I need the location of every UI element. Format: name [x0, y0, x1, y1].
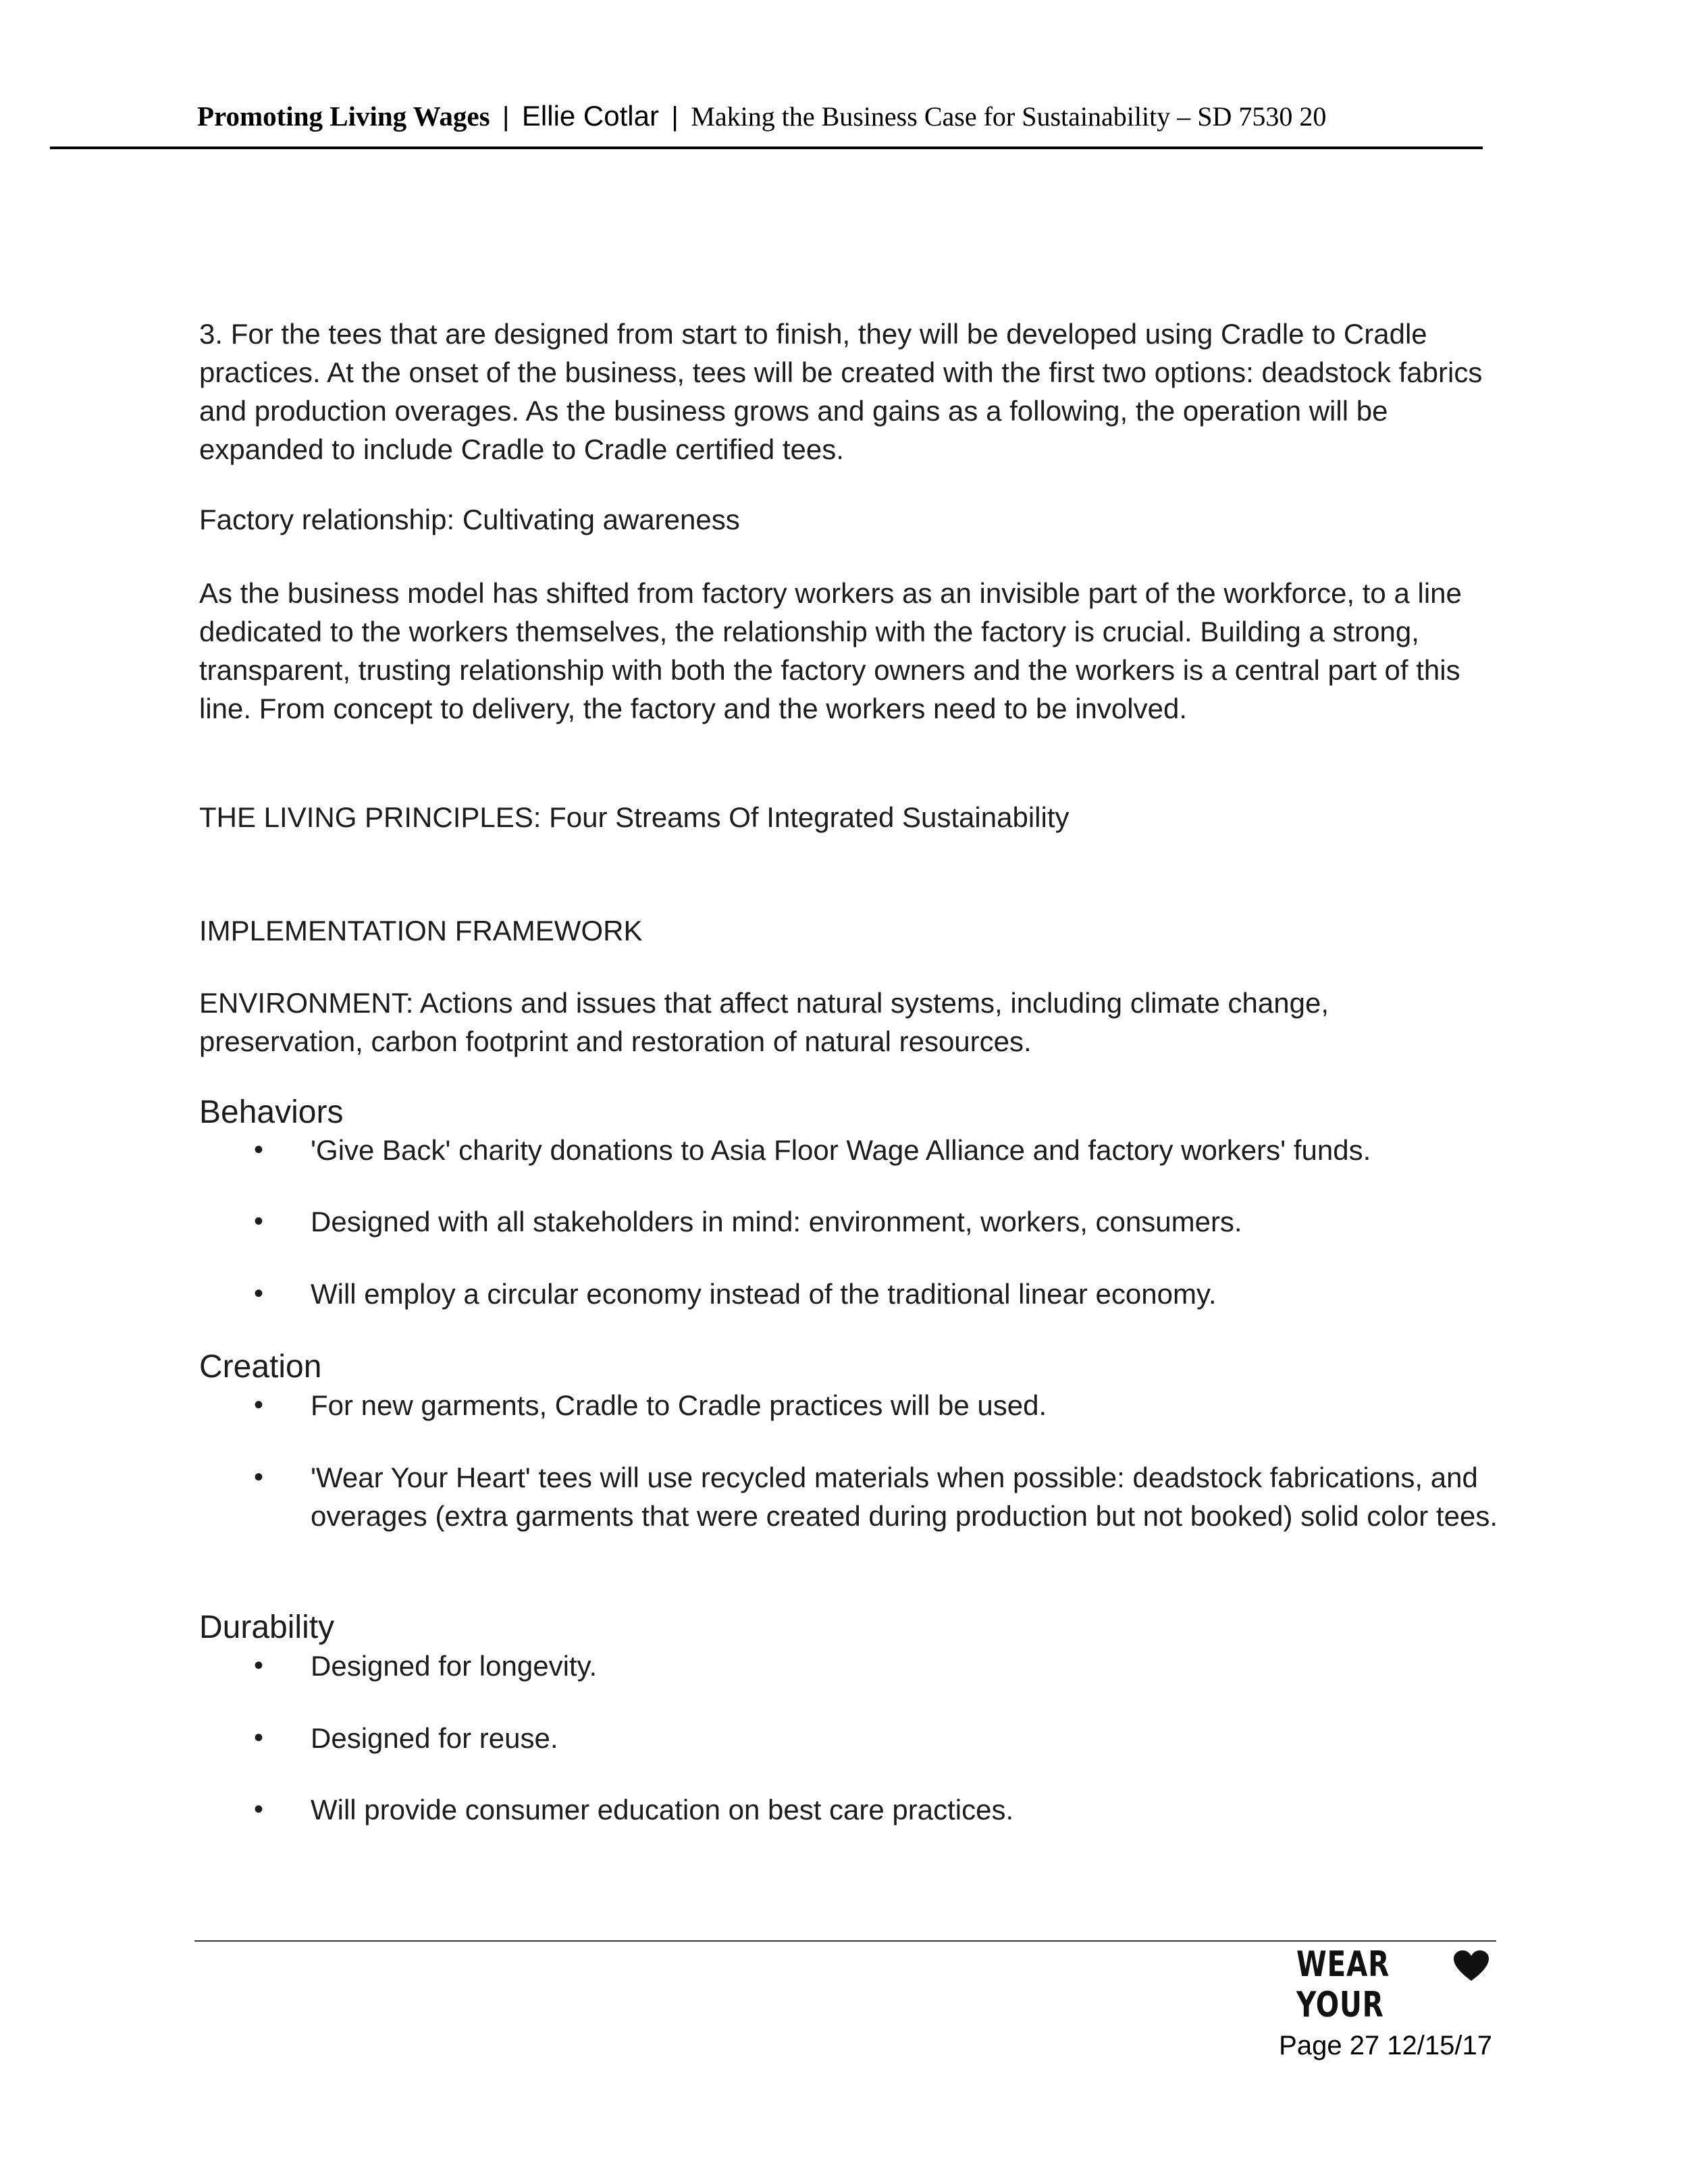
page-number: Page 27 12/15/17 — [1279, 2031, 1492, 2060]
heart-icon — [1453, 1950, 1489, 1982]
paragraph-factory: As the business model has shifted from factory workers as an invisible part of the workforce, to a line dedicated to the workers themselves, the relationship with the factory is crucial. Building a strong, transparent, trusting relationship with both the factory owners and the workers is a central part of this line. From concept to delivery, the factory and the workers need to be involved. — [199, 577, 1462, 724]
bullet-icon: • — [254, 1135, 264, 1165]
header-divider — [50, 147, 1483, 149]
header-author: Ellie Cotlar — [521, 100, 659, 132]
section-title-durability: Durability — [199, 1609, 335, 1645]
bullet-icon: • — [254, 1651, 264, 1680]
list-item-text: Will provide consumer education on best care practices. — [311, 1794, 1014, 1826]
header-separator: | — [671, 102, 679, 132]
list-item-text: Will employ a circular economy instead of the traditional linear economy. — [311, 1278, 1217, 1310]
header-separator: | — [502, 102, 510, 132]
principles-heading: THE LIVING PRINCIPLES: Four Streams Of Integrated Sustainability — [199, 801, 1070, 833]
bullet-icon: • — [254, 1723, 264, 1753]
logo-text: WEAR YOUR — [1296, 1944, 1390, 2025]
bullet-icon: • — [254, 1462, 264, 1492]
header-course: Making the Business Case for Sustainability – SD 7530 20 — [691, 101, 1327, 132]
bullet-icon: • — [254, 1206, 264, 1236]
bullet-icon: • — [254, 1279, 264, 1308]
list-item-text: 'Give Back' charity donations to Asia Floor Wage Alliance and factory workers' funds. — [311, 1134, 1371, 1166]
list-item-text: Designed with all stakeholders in mind: environment, workers, consumers. — [311, 1206, 1242, 1237]
list-item-text: 'Wear Your Heart' tees will use recycled materials when possible: deadstock fabrications, and overages (extra garments that were created during production but not booked) solid color tees. — [311, 1462, 1498, 1532]
framework-heading: IMPLEMENTATION FRAMEWORK — [199, 915, 643, 947]
brand-logo — [1296, 1944, 1492, 2025]
bullet-icon: • — [254, 1390, 264, 1420]
list-item-text: Designed for longevity. — [311, 1650, 598, 1682]
list-item-text: For new garments, Cradle to Cradle practices will be used. — [311, 1389, 1047, 1421]
paragraph-cradle: 3. For the tees that are designed from start to finish, they will be developed using Cradle to Cradle practices. At the onset of the business, tees will be created with the first two options: deadstock fabrics and production overages. As the business grows and gains as a following, the operation will be expanded to include Cradle to Cradle certified tees. — [199, 318, 1483, 465]
factory-heading: Factory relationship: Cultivating awareness — [199, 504, 740, 535]
footer-divider — [194, 1940, 1496, 1942]
section-title-creation: Creation — [199, 1349, 322, 1385]
section-title-behaviors: Behaviors — [199, 1094, 344, 1130]
header-title: Promoting Living Wages — [197, 101, 490, 132]
list-item-text: Designed for reuse. — [311, 1722, 558, 1754]
environment-paragraph: ENVIRONMENT: Actions and issues that affect natural systems, including climate change, preservation, carbon footprint and restoration of natural resources. — [199, 987, 1329, 1057]
bullet-icon: • — [254, 1794, 264, 1824]
page-header — [197, 96, 1326, 143]
